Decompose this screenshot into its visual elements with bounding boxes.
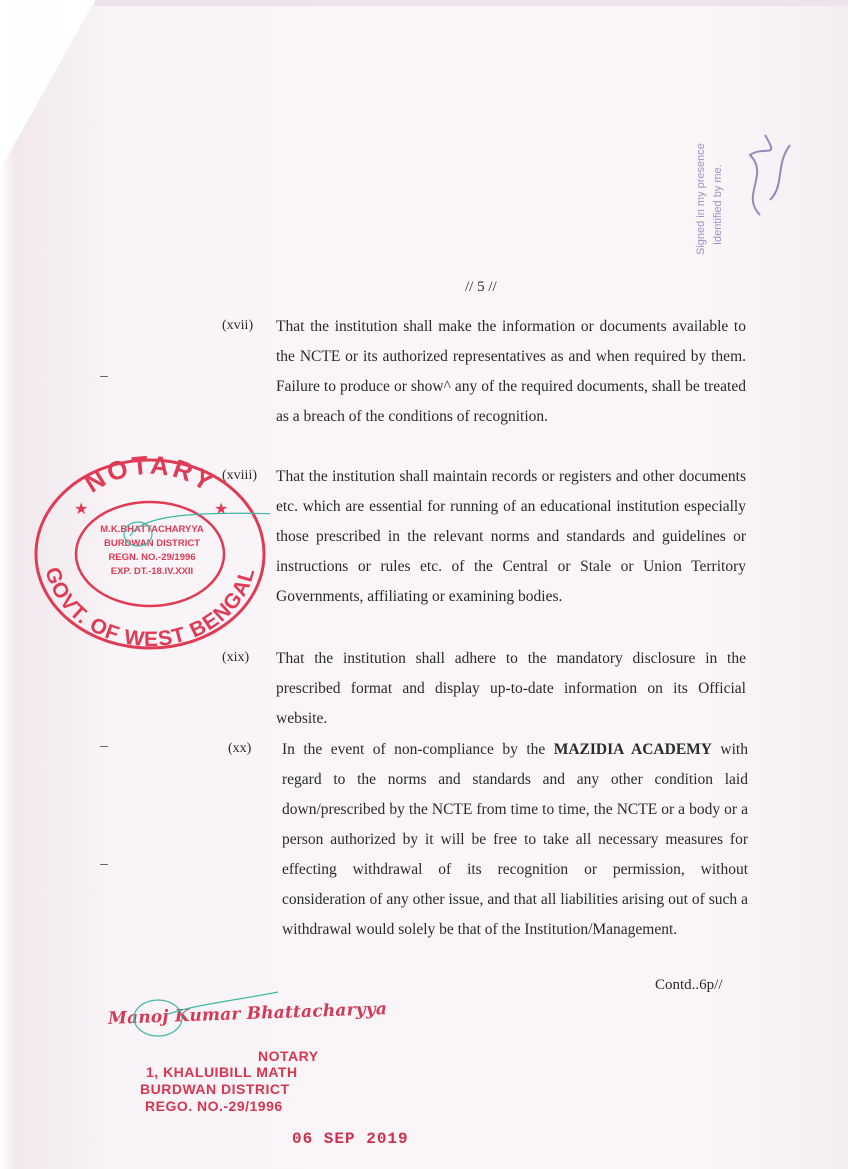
page-fold xyxy=(0,0,95,170)
attestation-signature-icon xyxy=(730,105,800,235)
page-edge xyxy=(0,0,14,1169)
svg-text:★: ★ xyxy=(74,501,89,518)
notary-title: NOTARY xyxy=(258,1048,319,1064)
notary-regn: REGO. NO.-29/1996 xyxy=(145,1098,283,1114)
clause-number: (xviii) xyxy=(222,468,257,483)
notary-signature: Manoj Kumar Bhattacharyya xyxy=(107,999,388,1029)
svg-text:NOTARY: NOTARY xyxy=(79,456,222,499)
page-top-edge xyxy=(95,0,848,6)
notary-seal-icon xyxy=(30,456,270,652)
svg-text:★: ★ xyxy=(214,501,229,518)
institution-name: MAZIDIA ACADEMY xyxy=(553,741,712,758)
clause-text xyxy=(282,735,748,945)
date-stamp: 06 SEP 2019 xyxy=(292,1130,409,1148)
notary-address: 1, KHALUIBILL MATH xyxy=(146,1064,298,1080)
clause-number: (xx) xyxy=(228,741,252,756)
margin-mark xyxy=(100,746,108,747)
margin-mark xyxy=(100,864,108,865)
clause-number: (xvii) xyxy=(222,318,254,333)
signature-flourish-icon xyxy=(128,990,288,1040)
clause-number: (xix) xyxy=(222,650,250,665)
clause-text: That the institution shall maintain records or registers and other documents etc. which are essential for running of an educational institution especially those prescribed in the relevant norms and standards and guidelines or instructions or rules etc. of the Central or Stale or Union Territory Governments, affiliating or examining bodies. xyxy=(276,468,746,605)
page-number: // 5 // xyxy=(465,279,497,295)
svg-text:M.K.BHATTACHARYYA: M.K.BHATTACHARYYA xyxy=(100,524,204,535)
svg-text:BURDWAN DISTRICT: BURDWAN DISTRICT xyxy=(103,538,201,549)
svg-text:EXP. DT.-18.IV.XXII: EXP. DT.-18.IV.XXII xyxy=(110,566,194,577)
clause-text: That the institution shall make the information or documents available to the NCTE or its authorized representatives as and when required by them. Failure to produce or show^ any of the required documents, shall be treated as a breach of the conditions of recognition. xyxy=(276,318,746,425)
attestation-line-1: Signed in my presence xyxy=(695,143,707,255)
continued-note: Contd..6p// xyxy=(655,977,723,993)
clause-text-part: In the event of non-compliance by the xyxy=(282,741,554,758)
svg-text:GOVT. OF WEST BENGAL: GOVT. OF WEST BENGAL xyxy=(40,564,260,652)
clause-text-part: with regard to the norms and standards and any other condition laid down/prescribed by the NCTE from time to time, the NCTE or a body or a person authorized by it will be free to take all necessary measures for effecting withdrawal of its recognition or permission, without consideration of any other issue, and that all liabilities arising out of such a withdrawal would solely be that of the Institution/Management. xyxy=(282,741,748,938)
notary-district: BURDWAN DISTRICT xyxy=(140,1081,290,1097)
margin-mark xyxy=(100,376,108,377)
svg-text:REGN. NO.-29/1996: REGN. NO.-29/1996 xyxy=(108,552,196,563)
clause-text: That the institution shall adhere to the mandatory disclosure in the prescribed format and display up-to-date information on its Official website. xyxy=(276,650,746,727)
attestation-line-2: Identified by me. xyxy=(712,164,724,245)
attestation-note xyxy=(640,85,810,255)
